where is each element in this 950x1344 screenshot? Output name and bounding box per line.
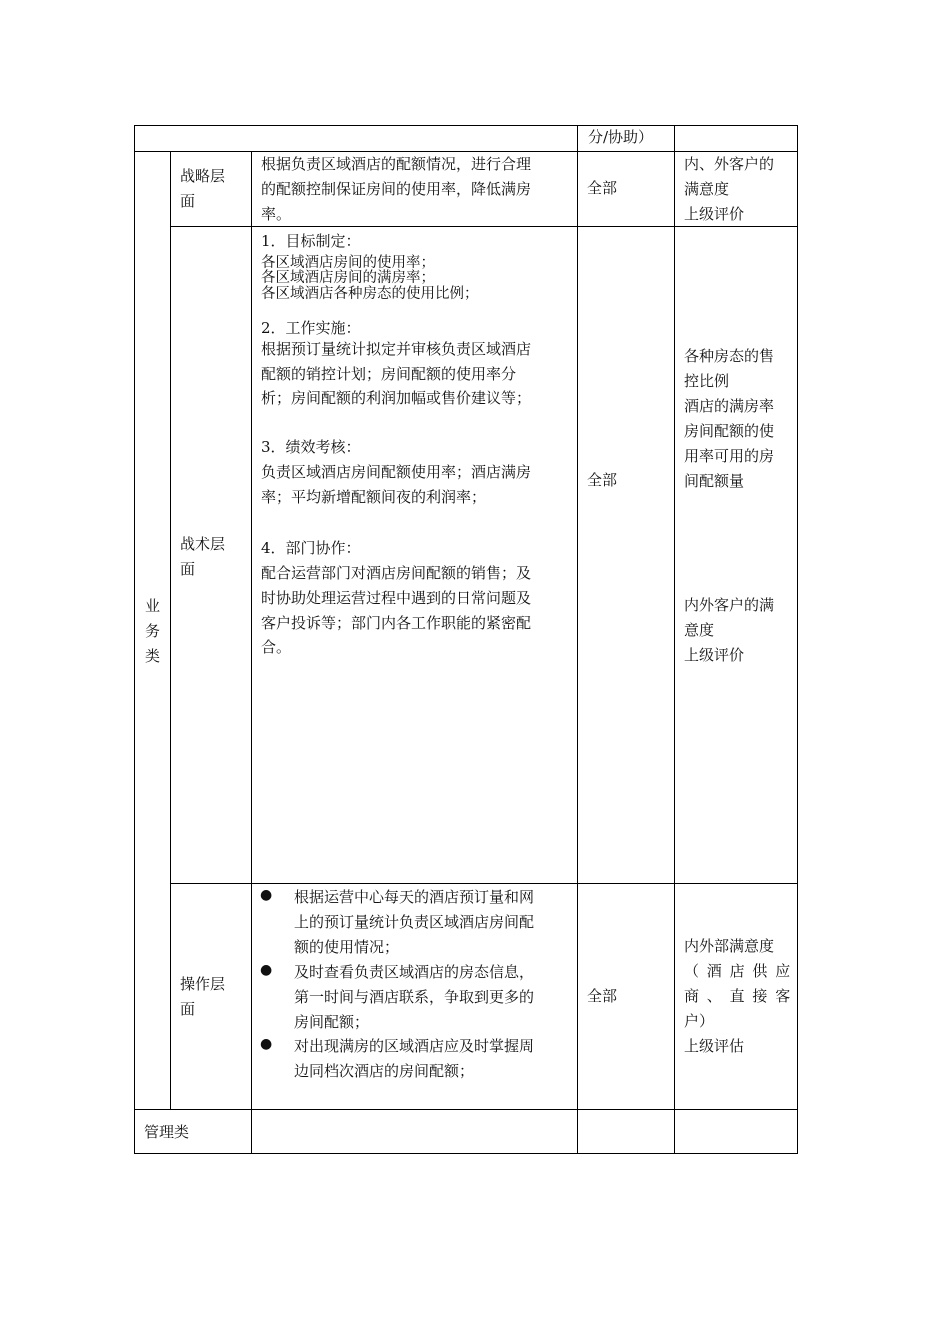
operational-bullet1-line3: 额的使用情况； [294,938,400,956]
strategic-content-3: 率。 [261,205,292,223]
strategic-eval-2: 满意度 [684,180,730,198]
bullet-icon: ● [260,962,273,978]
operational-eval-4: 户） [684,1012,715,1030]
operational-bullet1-line1: 根据运营中心每天的酒店预订量和网 [294,888,535,906]
rule-level [251,151,252,1154]
operational-eval-1: 内外部满意度 [684,937,775,955]
tactical-eval-b-2: 意度 [684,621,715,639]
operational-scope: 全部 [587,987,618,1005]
operational-eval-3: 商、直接客 [684,987,799,1005]
rule-row3 [170,883,798,884]
tactical-section3-title: 3．绩效考核： [261,438,361,456]
tactical-section4-line3: 客户投诉等；部门内各工作职能的紧密配 [261,614,532,632]
strategic-content-2: 的配额控制保证房间的使用率，降低满房 [261,180,532,198]
operational-bullet2-line3: 房间配额； [294,1013,370,1031]
operational-bullet3-line2: 边同档次酒店的房间配额； [294,1062,475,1080]
category-management: 管理类 [144,1123,190,1141]
tactical-eval-a-2: 控比例 [684,372,730,390]
operational-level-1: 操作层 [180,975,226,993]
tactical-level-1: 战术层 [180,535,226,553]
bullet-icon: ● [260,887,273,903]
rule-content [577,125,578,1154]
tactical-eval-b-1: 内外客户的满 [684,596,775,614]
rule-left [134,125,135,1154]
tactical-section4-line2: 时协助处理运营过程中遇到的日常问题及 [261,589,532,607]
strategic-eval-1: 内、外客户的 [684,155,775,173]
operational-bullet3-line1: 对出现满房的区域酒店应及时掌握周 [294,1037,535,1055]
strategic-eval-3: 上级评价 [684,205,745,223]
category-business-3: 类 [145,647,161,665]
operational-bullet2-line1: 及时查看负责区域酒店的房态信息， [294,963,535,981]
tactical-eval-a-6: 间配额量 [684,472,745,490]
tactical-section2-title: 2．工作实施： [261,319,361,337]
header-cell-scope: 分/协助） [588,128,654,146]
tactical-level-2: 面 [180,560,196,578]
operational-eval-5: 上级评估 [684,1037,745,1055]
strategic-content-1: 根据负责区域酒店的配额情况，进行合理 [261,155,532,173]
tactical-section2-line1: 根据预订量统计拟定并审核负责区域酒店 [261,340,532,358]
operational-level-2: 面 [180,1000,196,1018]
rule-top [134,125,798,126]
tactical-eval-a-1: 各种房态的售 [684,347,775,365]
tactical-eval-a-3: 酒店的满房率 [684,397,775,415]
tactical-section3-line1: 负责区域酒店房间配额使用率；酒店满房 [261,463,532,481]
tactical-section2-line3: 析；房间配额的利润加幅或售价建议等； [261,389,532,407]
tactical-section4-line1: 配合运营部门对酒店房间配额的销售；及 [261,564,532,582]
tactical-eval-a-5: 用率可用的房 [684,447,775,465]
bullet-icon: ● [260,1036,273,1052]
tactical-section1-line1: 各区域酒店房间的使用率； [261,255,435,271]
strategic-scope: 全部 [587,179,618,197]
rule-scope [674,125,675,1154]
operational-bullet1-line2: 上的预订量统计负责区域酒店房间配 [294,913,535,931]
tactical-section1-line3: 各区域酒店各种房态的使用比例； [261,286,479,302]
tactical-section2-line2: 配额的销控计划；房间配额的使用率分 [261,365,517,383]
rule-row4 [134,1109,798,1110]
category-business-2: 务 [145,622,161,640]
tactical-eval-b-3: 上级评价 [684,646,745,664]
tactical-section1-title: 1．目标制定： [261,232,361,250]
tactical-eval-a-4: 房间配额的使 [684,422,775,440]
tactical-scope: 全部 [587,471,618,489]
rule-bottom [134,1153,798,1154]
strategic-level-2: 面 [180,192,196,210]
tactical-section3-line2: 率；平均新增配额间夜的利润率； [261,488,487,506]
strategic-level-1: 战略层 [180,167,226,185]
category-business-1: 业 [145,597,161,615]
operational-eval-2: （酒店供应 [684,962,799,980]
tactical-section1-line2: 各区域酒店房间的满房率； [261,270,435,286]
tactical-section4-title: 4．部门协作： [261,539,361,557]
rule-cat [170,151,171,1110]
tactical-section4-line4: 合。 [261,638,292,656]
operational-bullet2-line2: 第一时间与酒店联系，争取到更多的 [294,988,535,1006]
